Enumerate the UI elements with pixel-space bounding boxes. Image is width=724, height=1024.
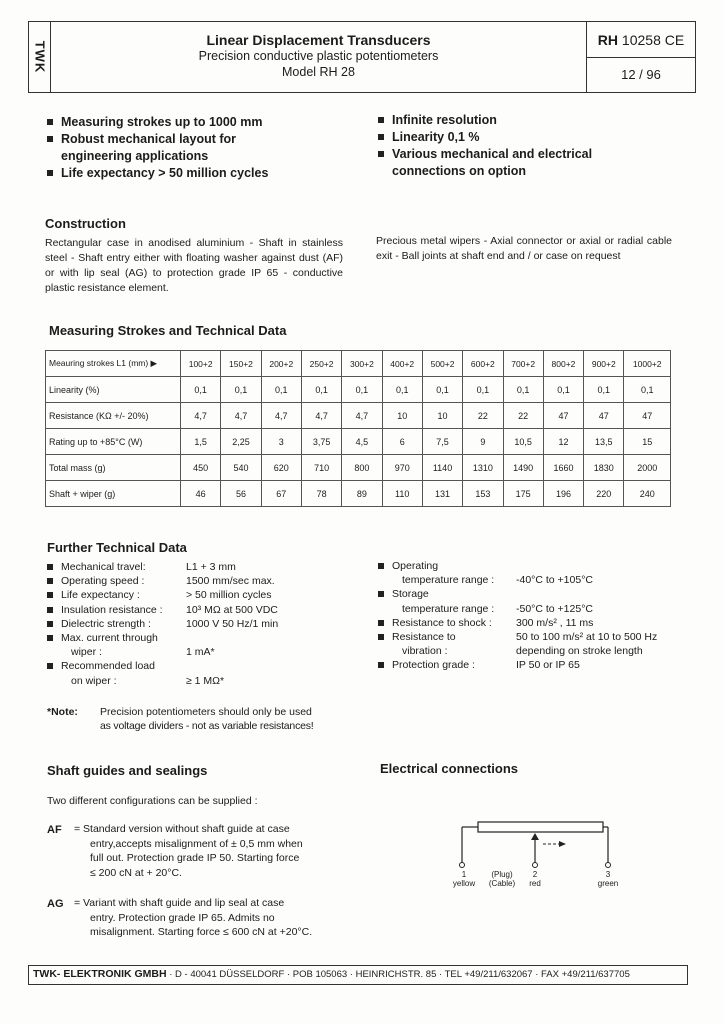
row-label: Shaft + wiper (g) (46, 481, 181, 507)
row-label: Rating up to +85°C (W) (46, 429, 181, 455)
table-cell: 12 (543, 429, 583, 455)
construction-heading: Construction (45, 216, 126, 231)
spec-value: 50 to 100 m/s² at 10 to 500 Hz (516, 631, 658, 644)
spec-label: Life expectancy : (61, 589, 140, 602)
table-cell: 110 (382, 481, 422, 507)
spec-row (376, 630, 696, 644)
feature-item: Measuring strokes up to 1000 mm (45, 114, 345, 131)
pin2-color: red (529, 879, 541, 888)
pin3-number: 3 (605, 870, 611, 879)
ag-line: = Variant with shaft guide and lip seal at case (74, 897, 285, 909)
spec-row (376, 644, 696, 658)
table-cell: 710 (301, 455, 341, 481)
af-line: = Standard version without shaft guide at case (74, 823, 290, 835)
row-label: Total mass (g) (46, 455, 181, 481)
table-row (46, 403, 671, 429)
table-cell: 2000 (624, 455, 671, 481)
pin1-number: 1 (461, 870, 467, 879)
spec-row (45, 617, 365, 631)
stroke-header-cell: 100+2 (181, 351, 221, 377)
stroke-header-cell: 900+2 (584, 351, 624, 377)
spec-label: Resistance to (392, 631, 456, 644)
table-cell: 3,75 (301, 429, 341, 455)
table-cell: 67 (261, 481, 301, 507)
table-header-label: Meauring strokes L1 (mm) ▶ (46, 351, 181, 377)
company-address: · D - 40041 DÜSSELDORF · POB 105063 · HEINRICHSTR. 85 · TEL +49/211/632067 · FAX +49/211/637705 (166, 969, 630, 980)
spec-value: 1000 V 50 Hz/1 min (186, 617, 279, 630)
table-cell: 0,1 (422, 377, 462, 403)
table-cell: 0,1 (543, 377, 583, 403)
feature-item: Robust mechanical layout for (45, 131, 345, 148)
stroke-header-cell: 500+2 (422, 351, 462, 377)
table-cell: 4,7 (342, 403, 382, 429)
spec-row (376, 658, 696, 672)
spec-label: Operating (392, 560, 439, 572)
feature-item: Life expectancy > 50 million cycles (45, 165, 345, 182)
table-cell: 131 (422, 481, 462, 507)
table-cell: 0,1 (624, 377, 671, 403)
table-cell: 15 (624, 429, 671, 455)
spec-label: Protection grade : (392, 659, 475, 672)
cable-label: (Cable) (488, 879, 516, 888)
af-line: entry,accepts misalignment of ± 0,5 mm when (90, 837, 303, 850)
direction-arrow (559, 841, 566, 847)
document-subtitle: Precision conductive plastic potentiometers (198, 49, 439, 63)
spec-row (45, 645, 365, 659)
row-label: Linearity (%) (46, 377, 181, 403)
table-cell: 9 (463, 429, 503, 455)
spec-value: depending on stroke length (516, 645, 643, 658)
logo-text: TWK (32, 40, 47, 74)
table-cell: 175 (503, 481, 543, 507)
af-line: full out. Protection grade IP 50. Starting force (90, 852, 300, 864)
table-cell: 1310 (463, 455, 503, 481)
spec-label: Mechanical travel: (61, 561, 146, 573)
af-line: ≤ 200 cN at + 20°C. (90, 866, 182, 879)
spec-row (45, 659, 365, 673)
table-cell: 78 (301, 481, 341, 507)
table-cell: 540 (221, 455, 261, 481)
spec-row (376, 602, 696, 616)
shaft-heading: Shaft guides and sealings (47, 763, 208, 778)
doc-prefix: RH (597, 32, 619, 48)
table-cell: 6 (382, 429, 422, 455)
technical-data-table (45, 350, 671, 507)
shaft-intro: Two different configurations can be supplied : (47, 795, 258, 807)
spec-label: Operating speed : (61, 575, 145, 588)
spec-label: Recommended load (61, 660, 155, 673)
pin2-number: 2 (532, 870, 538, 879)
spec-label: temperature range : (402, 574, 495, 587)
pin1-color: yellow (452, 879, 476, 888)
document-title: Linear Displacement Transducers (206, 32, 431, 48)
doc-date: 12 / 96 (621, 67, 661, 82)
table-cell: 1830 (584, 455, 624, 481)
table-cell: 0,1 (301, 377, 341, 403)
resistor-body (478, 822, 603, 832)
company-name: TWK- ELEKTRONIK GMBH (33, 968, 167, 980)
spec-row (45, 674, 365, 688)
table-cell: 970 (382, 455, 422, 481)
spec-row (376, 573, 696, 587)
header-box (28, 21, 696, 93)
table-heading: Measuring Strokes and Technical Data (49, 323, 287, 338)
stroke-header-cell: 150+2 (221, 351, 261, 377)
spec-value: L1 + 3 mm (186, 561, 236, 573)
stroke-header-cell: 250+2 (301, 351, 341, 377)
note-line: Precision potentiometers should only be used (100, 706, 312, 718)
spec-value: 1 mA* (186, 646, 215, 659)
table-row (46, 377, 671, 403)
feature-item: Linearity 0,1 % (376, 129, 676, 146)
table-cell: 0,1 (382, 377, 422, 403)
table-cell: 22 (503, 403, 543, 429)
pin3-label (594, 870, 622, 888)
model-name: Model RH 28 (282, 65, 355, 79)
footer-address-bar (28, 965, 688, 985)
spec-value: > 50 million cycles (186, 589, 272, 602)
electrical-heading: Electrical connections (380, 761, 518, 776)
pin2-terminal (533, 863, 538, 868)
spec-label: wiper : (71, 646, 102, 659)
ag-label: AG (47, 898, 64, 910)
feature-item: Various mechanical and electrical (376, 146, 676, 163)
table-cell: 0,1 (181, 377, 221, 403)
features-right (376, 112, 676, 180)
table-cell: 0,1 (221, 377, 261, 403)
table-cell: 800 (342, 455, 382, 481)
table-cell: 1490 (503, 455, 543, 481)
table-row (46, 455, 671, 481)
stroke-header-cell: 200+2 (261, 351, 301, 377)
twk-logo (29, 22, 51, 92)
stroke-header-cell: 300+2 (342, 351, 382, 377)
table-cell: 196 (543, 481, 583, 507)
table-cell: 10,5 (503, 429, 543, 455)
further-data-left (45, 560, 365, 688)
table-cell: 0,1 (584, 377, 624, 403)
table-cell: 4,7 (181, 403, 221, 429)
table-cell: 0,1 (342, 377, 382, 403)
table-cell: 4,7 (261, 403, 301, 429)
af-label: AF (47, 824, 62, 836)
table-cell: 0,1 (463, 377, 503, 403)
stroke-header-cell: 1000+2 (624, 351, 671, 377)
table-cell: 1,5 (181, 429, 221, 455)
spec-row (45, 560, 365, 574)
table-cell: 450 (181, 455, 221, 481)
pin2-label (525, 870, 545, 888)
note-label: *Note: (47, 706, 78, 718)
table-row (46, 429, 671, 455)
table-cell: 1660 (543, 455, 583, 481)
spec-label: Dielectric strength : (61, 617, 151, 630)
table-cell: 10 (382, 403, 422, 429)
table-cell: 46 (181, 481, 221, 507)
spec-row (376, 587, 696, 601)
spec-value: 1500 mm/sec max. (186, 575, 275, 588)
plug-cable-label (486, 870, 518, 888)
table-cell: 47 (624, 403, 671, 429)
ag-line: entry. Protection grade IP 65. Admits no (90, 911, 275, 924)
spec-label: Insulation resistance : (61, 603, 163, 616)
table-cell: 153 (463, 481, 503, 507)
table-cell: 220 (584, 481, 624, 507)
spec-label: Max. current through (61, 632, 158, 645)
pin1-label (452, 870, 476, 888)
table-cell: 3 (261, 429, 301, 455)
table-cell: 4,5 (342, 429, 382, 455)
further-data-right (376, 559, 696, 673)
stroke-header-cell: 800+2 (543, 351, 583, 377)
spec-label: temperature range : (402, 602, 495, 615)
stroke-header-cell: 600+2 (463, 351, 503, 377)
construction-text-right: Precious metal wipers - Axial connector or axial or radial cable exit - Ball joints at shaft end and / or case on request (376, 235, 672, 262)
doc-number-value: 10258 CE (621, 32, 685, 48)
table-cell: 10 (422, 403, 462, 429)
table-cell: 0,1 (503, 377, 543, 403)
spec-row (45, 574, 365, 588)
construction-text-left: Rectangular case in anodised aluminium - Shaft in stainless steel - Shaft entry either with floating washer against dust (AF) or with lip seal (AG) to protection grade IP 65 - conductive plastic resistance element. (45, 237, 343, 294)
table-cell: 0,1 (261, 377, 301, 403)
header-title-block (51, 22, 586, 92)
plug-label: (Plug) (491, 870, 513, 879)
spec-row (45, 588, 365, 602)
table-cell: 620 (261, 455, 301, 481)
stroke-header-cell: 400+2 (382, 351, 422, 377)
spec-label: Storage (392, 588, 429, 601)
spec-value: -50°C to +125°C (516, 602, 593, 615)
table-cell: 4,7 (301, 403, 341, 429)
spec-row (45, 603, 365, 617)
table-cell: 4,7 (221, 403, 261, 429)
pin1-terminal (460, 863, 465, 868)
table-cell: 1140 (422, 455, 462, 481)
feature-item: Infinite resolution (376, 112, 676, 129)
doc-number (587, 22, 695, 58)
features-left (45, 114, 345, 182)
spec-row (45, 631, 365, 645)
spec-value: ≥ 1 MΩ* (186, 674, 225, 687)
spec-value: IP 50 or IP 65 (516, 659, 580, 672)
table-header-row (46, 351, 671, 377)
table-cell: 47 (543, 403, 583, 429)
further-data-heading: Further Technical Data (47, 540, 187, 555)
table-cell: 89 (342, 481, 382, 507)
ag-description (74, 896, 312, 940)
table-cell: 56 (221, 481, 261, 507)
feature-item-cont: connections on option (392, 164, 527, 178)
note-line: as voltage dividers - not as variable resistances! (100, 720, 314, 732)
spec-row (376, 559, 696, 573)
table-cell: 240 (624, 481, 671, 507)
pin3-color: green (597, 879, 619, 888)
header-doc-info (586, 22, 695, 92)
ag-line: misalignment. Starting force ≤ 600 cN at +20°C. (90, 926, 313, 938)
feature-item-cont: engineering applications (61, 149, 209, 163)
spec-value: 300 m/s² , 11 ms (516, 616, 594, 629)
af-description (74, 822, 303, 880)
spec-label: on wiper : (71, 674, 117, 687)
table-cell: 22 (463, 403, 503, 429)
table-cell: 7,5 (422, 429, 462, 455)
stroke-header-cell: 700+2 (503, 351, 543, 377)
table-row (46, 481, 671, 507)
spec-value: -40°C to +105°C (516, 574, 593, 587)
table-cell: 13,5 (584, 429, 624, 455)
table-cell: 2,25 (221, 429, 261, 455)
wiper-arrow (531, 833, 539, 840)
spec-value: 10³ MΩ at 500 VDC (186, 603, 278, 616)
spec-label: vibration : (402, 645, 448, 658)
table-cell: 47 (584, 403, 624, 429)
spec-row (376, 616, 696, 630)
pin3-terminal (606, 863, 611, 868)
spec-label: Resistance to shock : (392, 616, 492, 629)
row-label: Resistance (KΩ +/- 20%) (46, 403, 181, 429)
